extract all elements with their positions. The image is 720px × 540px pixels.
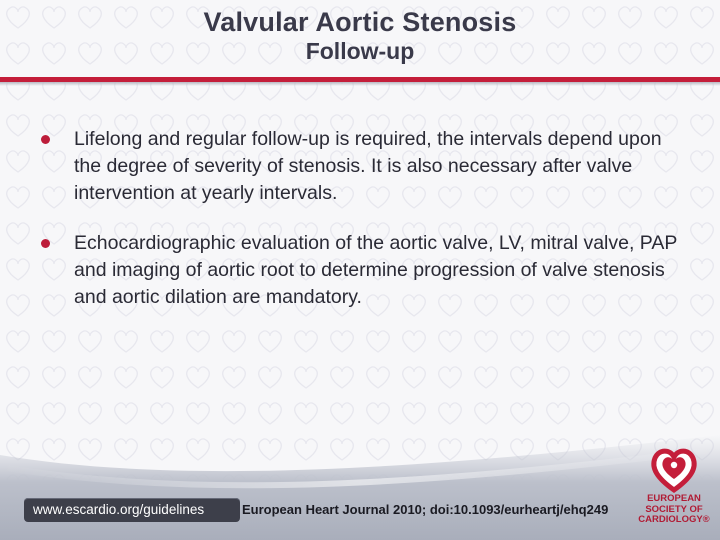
esc-heart-logo-icon (649, 446, 699, 494)
bullet-text: Echocardiographic evaluation of the aortic valve, LV, mitral valve, PAP and imaging of aortic root to determine progression of valve stenosis and aortic dilation are mandatory. (74, 232, 678, 308)
esc-logo (636, 446, 712, 536)
esc-logo-line: CARDIOLOGY® (638, 514, 710, 525)
slide-subtitle: Follow-up (305, 38, 415, 64)
esc-logo-text (636, 494, 712, 526)
esc-logo-line: SOCIETY OF (645, 503, 703, 515)
bullet-list (0, 126, 720, 334)
title-divider-shadow (0, 82, 720, 86)
bullet-item (0, 230, 720, 311)
bullet-item (0, 126, 720, 207)
slide-title: Valvular Aortic Stenosis (203, 7, 517, 37)
guidelines-url-link[interactable]: www.escardio.org/guidelines (33, 502, 205, 517)
journal-citation: European Heart Journal 2010; doi:10.1093/eurheartj/ehq249 (242, 502, 609, 517)
title-block (0, 6, 720, 64)
bullet-text: Lifelong and regular follow-up is required, the intervals depend upon the degree of severity of stenosis. It is also necessary after valve intervention at yearly intervals. (74, 128, 662, 204)
esc-logo-line: EUROPEAN (647, 493, 701, 504)
bullet-dot-icon (41, 135, 50, 144)
bullet-dot-icon (41, 239, 50, 248)
